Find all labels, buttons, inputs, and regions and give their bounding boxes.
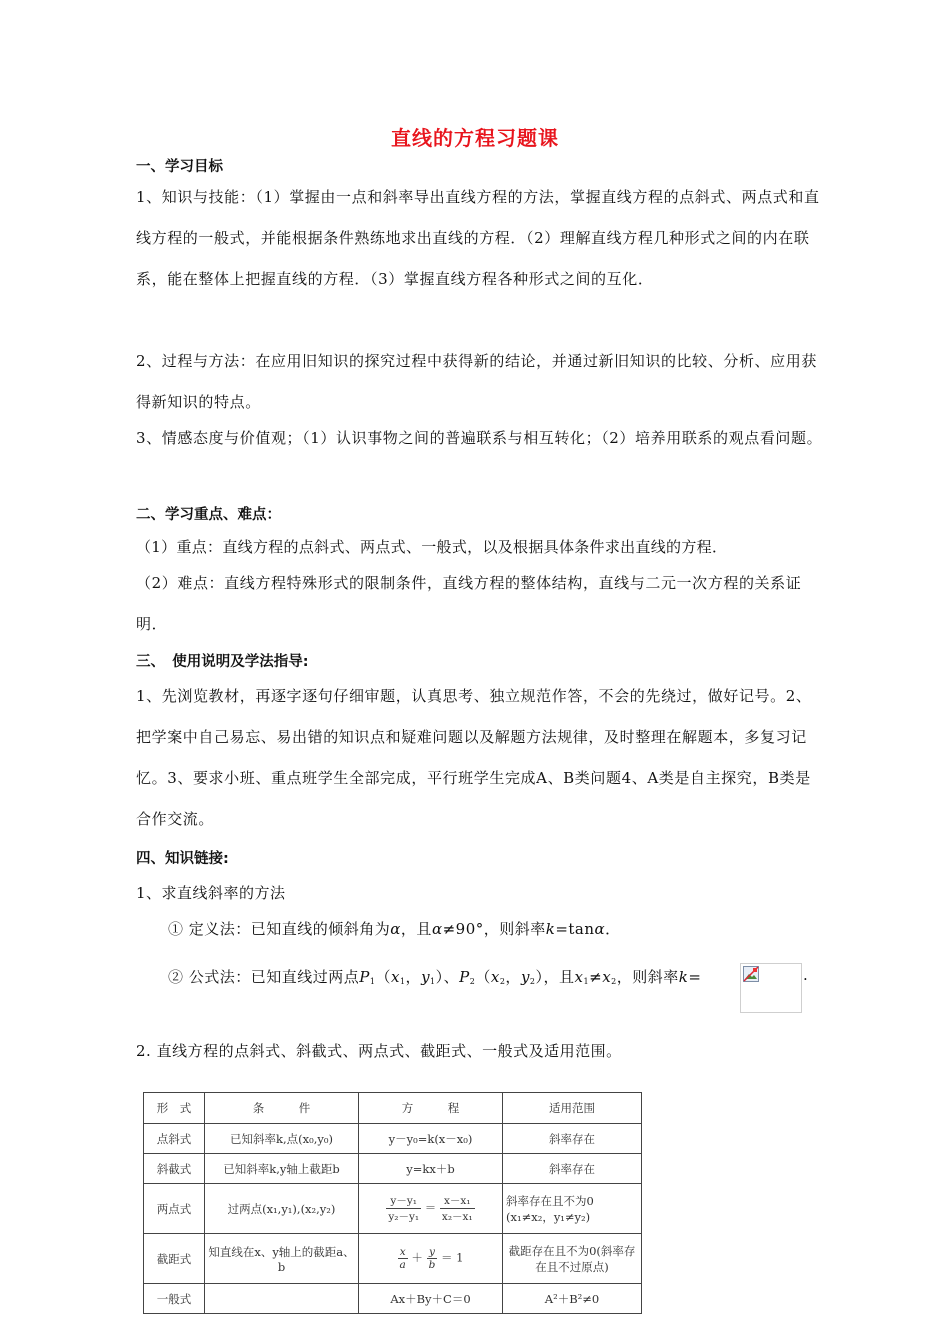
- condition-cell: 知直线在x、y轴上的截距a、b: [205, 1234, 359, 1284]
- subscript: 1: [399, 977, 406, 986]
- equation-cell: Ax＋By＋C＝0: [359, 1284, 503, 1314]
- range-cell: 斜率存在且不为0 (x₁≠x₂，y₁≠y₂): [503, 1184, 642, 1234]
- table-header-cell: 方 程: [359, 1093, 503, 1124]
- range-cell: 截距存在且不为0(斜率存在且不过原点): [503, 1234, 642, 1284]
- form-text-c: ，则斜率: [616, 968, 679, 986]
- def-text-b: ，且: [400, 920, 432, 938]
- form-cell: 一般式: [144, 1284, 205, 1314]
- section-heading-knowledge-links: 四、知识链接:: [136, 851, 229, 867]
- table-row: [144, 1184, 642, 1234]
- equation-cell: y=kx＋b: [359, 1154, 503, 1184]
- fraction: $\frac{y}{b}$: [428, 1246, 436, 1271]
- subscript: 1: [583, 977, 590, 986]
- document-title: 直线的方程习题课: [391, 126, 559, 150]
- section-heading-key-points: 二、学习重点、难点：: [136, 507, 281, 523]
- subscript: 2: [499, 977, 506, 986]
- form-text-a: ② 公式法：已知直线过两点: [168, 968, 360, 986]
- x-symbol: x: [602, 968, 612, 986]
- def-text-e: ．: [605, 920, 621, 938]
- item-line-equation-forms: 2. 直线方程的点斜式、斜截式、两点式、截距式、一般式及适用范围。: [136, 1042, 622, 1060]
- def-text-c: ≠90°，则斜率: [442, 920, 546, 938]
- form-text-b: ，且: [543, 968, 575, 986]
- alpha-symbol: α: [390, 920, 401, 938]
- y-symbol: y: [421, 968, 431, 986]
- section-heading-objectives: 一、学习目标: [136, 159, 223, 175]
- subscript: 2: [611, 977, 617, 986]
- fraction: $\frac{\text{y－y₁}}{\text{y₂－y₁}}$: [388, 1195, 420, 1223]
- form-cell: 点斜式: [144, 1124, 205, 1154]
- equation-forms-table: [143, 1092, 642, 1314]
- table-row: [144, 1124, 642, 1154]
- p-symbol: P: [459, 968, 470, 986]
- subscript: 2: [529, 977, 536, 986]
- k-symbol: k: [678, 968, 689, 986]
- equals-symbol: =: [688, 968, 702, 986]
- paragraph-attitude: 3、情感态度与价值观；（1）认识事物之间的普遍联系与相互转化；（2）培养用联系的观点看问题。: [136, 429, 823, 447]
- fraction: $\frac{\text{x－x₁}}{\text{x₂－x₁}}$: [441, 1195, 473, 1223]
- def-text-d: =tan: [555, 920, 595, 938]
- condition-cell: 过两点(x₁,y₁),(x₂,y₂): [205, 1184, 359, 1234]
- paragraph-instructions: 1、先浏览教材，再逐字逐句仔细审题，认真思考、独立规范作答，不会的先绕过，做好记号。2、把学案中自己易忘、易出错的知识点和疑难问题以及解题方法规律，及时整理在解题本，多复习记忆。3、要求小班、重点班学生全部完成，平行班学生完成A、B类问题4、A类是自主探究，B类是合作交流。: [136, 687, 812, 828]
- def-text-a: ① 定义法：已知直线的倾斜角为: [168, 920, 391, 938]
- table-row: [144, 1284, 642, 1314]
- table-header-row: [144, 1093, 642, 1124]
- x-symbol: x: [574, 968, 584, 986]
- range-cell: 斜率存在: [503, 1124, 642, 1154]
- alpha-symbol: α: [431, 920, 443, 938]
- paragraph-process-method: 2、过程与方法：在应用旧知识的探究过程中获得新的结论，并通过新旧知识的比较、分析、应用获得新知识的特点。: [136, 352, 817, 411]
- x-symbol: x: [390, 968, 400, 986]
- table-header-cell: 形 式: [144, 1093, 205, 1124]
- equation-cell: $\frac{x}{a}$ ＋ $\frac{y}{b}$ ＝ 1: [359, 1234, 503, 1284]
- paragraph-difficult-point: （2）难点：直线方程特殊形式的限制条件，直线方程的整体结构，直线与二元一次方程的关系证明．: [136, 574, 802, 633]
- form-cell: 两点式: [144, 1184, 205, 1234]
- broken-image-placeholder: [740, 963, 802, 1013]
- table-header-cell: 适用范围: [503, 1093, 642, 1124]
- x-symbol: x: [490, 968, 500, 986]
- range-cell: 斜率存在: [503, 1154, 642, 1184]
- table-header-cell: 条 件: [205, 1093, 359, 1124]
- condition-cell: [205, 1284, 359, 1314]
- table-row: [144, 1154, 642, 1184]
- equation-cell: $\frac{\text{y－y₁}}{\text{y₂－y₁}}$ ＝ $\frac{\text{x－x₁}}{\text{x₂－x₁}}$: [359, 1184, 503, 1234]
- formula-end-period: .: [803, 966, 809, 984]
- fraction: $\frac{x}{a}$: [399, 1246, 406, 1271]
- alpha-symbol: α: [594, 920, 606, 938]
- subscript: 2: [469, 977, 476, 986]
- table-row: [144, 1234, 642, 1284]
- item-slope-methods: 1、求直线斜率的方法: [136, 884, 286, 902]
- paragraph-key-point: （1）重点：直线方程的点斜式、两点式、一般式，以及根据具体条件求出直线的方程．: [136, 538, 728, 556]
- definition-method-line: [168, 918, 621, 939]
- section-heading-instructions: 三、 使用说明及学法指导:: [136, 654, 309, 670]
- paragraph-knowledge-skills: 1、知识与技能：（1）掌握由一点和斜率导出直线方程的方法，掌握直线方程的点斜式、两点式和直线方程的一般式，并能根据条件熟练地求出直线的方程．（2）理解直线方程几种形式之间的内在联系，能在整体上把握直线的方程．（3）掌握直线方程各种形式之间的互化．: [136, 188, 820, 288]
- form-cell: 截距式: [144, 1234, 205, 1284]
- subscript: 1: [369, 977, 376, 986]
- equation-cell: y－y₀=k(x－x₀): [359, 1124, 503, 1154]
- range-cell: A²＋B²≠0: [503, 1284, 642, 1314]
- condition-cell: 已知斜率k,y轴上截距b: [205, 1154, 359, 1184]
- k-symbol: k: [545, 920, 556, 938]
- y-symbol: y: [520, 968, 530, 986]
- condition-cell: 已知斜率k,点(x₀,y₀): [205, 1124, 359, 1154]
- subscript: 1: [430, 977, 436, 986]
- form-cell: 斜截式: [144, 1154, 205, 1184]
- formula-method-line: ② 公式法：已知直线过两点$P_1(x_1$，$y_1$）、$P_2(x_2$，$y_2$），且$x_1\ne x_2$，则斜率k=: [168, 968, 702, 986]
- neq-symbol: ≠: [589, 968, 603, 986]
- p-symbol: P: [359, 968, 370, 986]
- broken-image-icon: [743, 966, 759, 982]
